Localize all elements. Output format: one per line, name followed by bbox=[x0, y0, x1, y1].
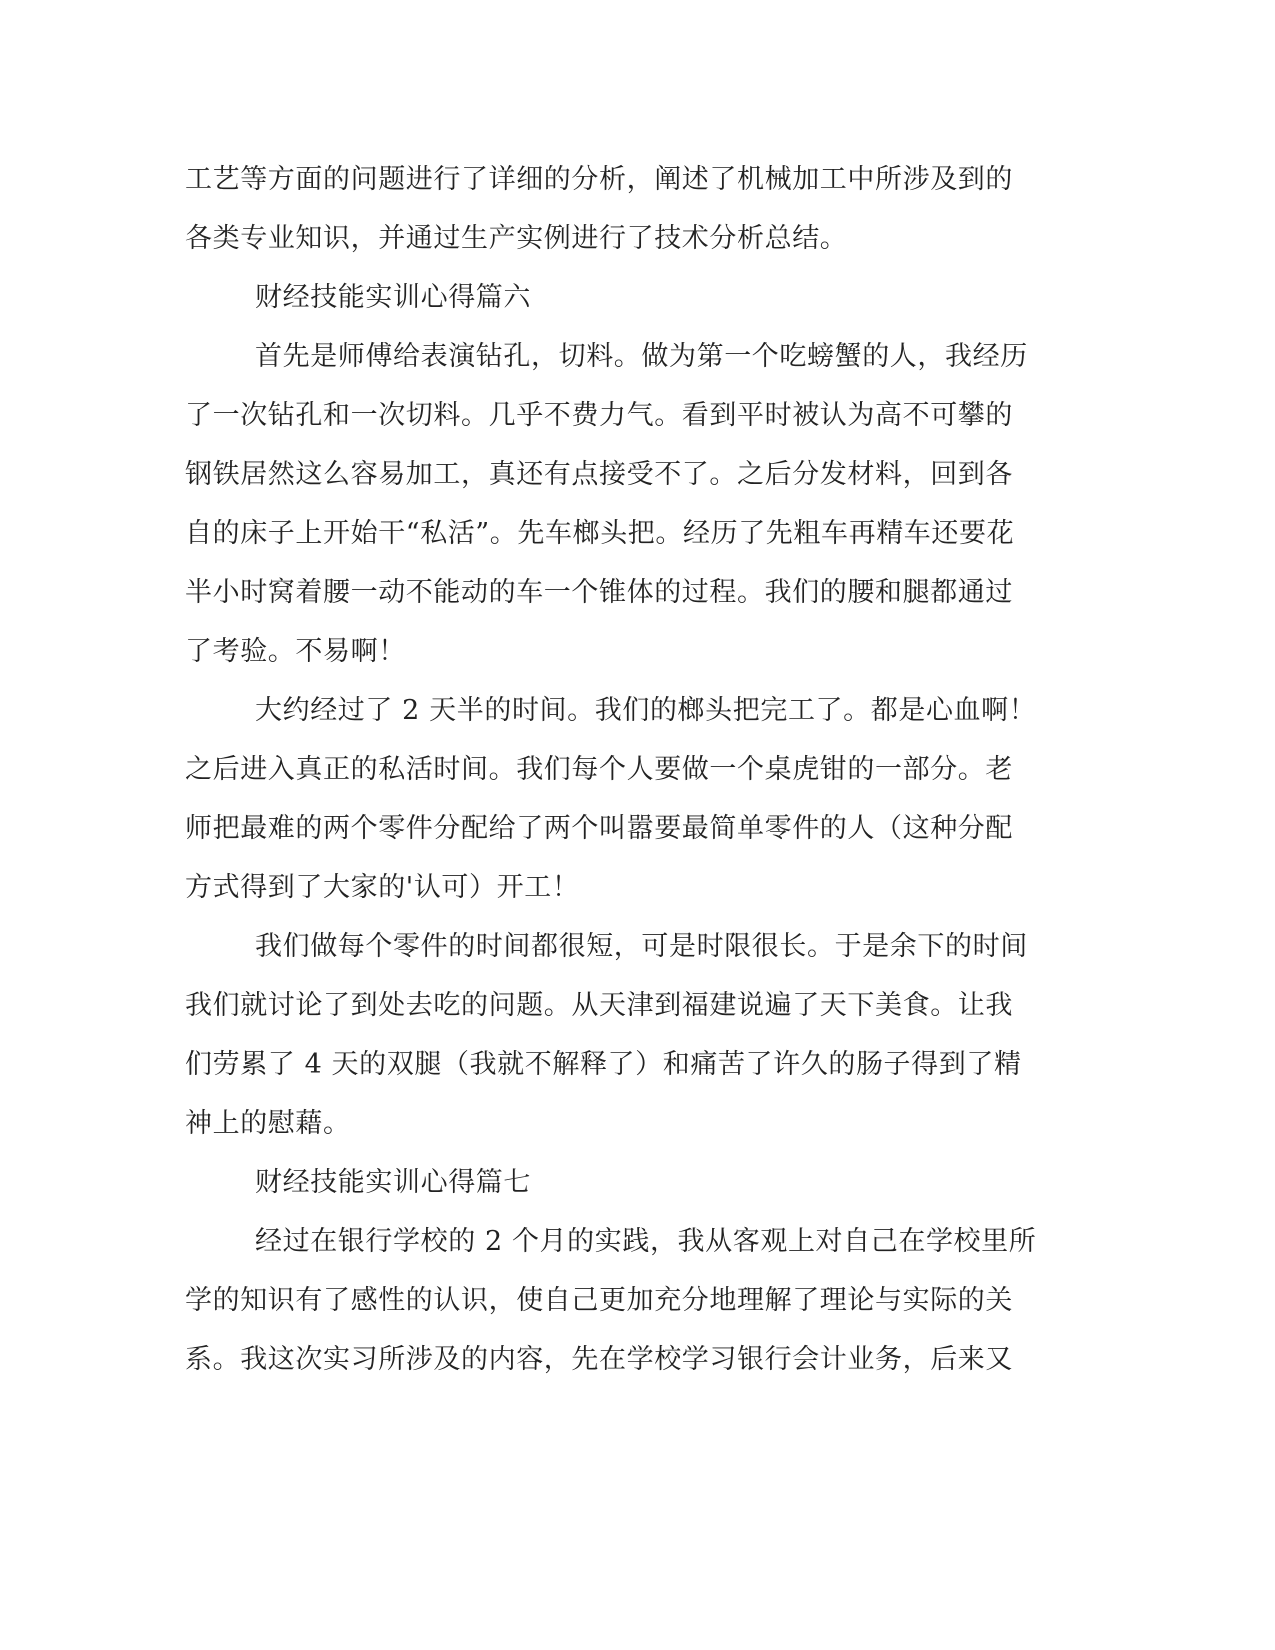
text-line: 各类专业知识，并通过生产实例进行了技术分析总结。 bbox=[185, 223, 848, 254]
text-line: 自的床子上开始干“私活”。先车榔头把。经历了先粗车再精车还要花 bbox=[185, 518, 1015, 549]
text-line: 学的知识有了感性的认识，使自己更加充分地理解了理论与实际的关 bbox=[185, 1285, 1013, 1316]
text-line: 经过在银行学校的 2 个月的实践，我从客观上对自己在学校里所 bbox=[255, 1226, 1037, 1257]
document-body bbox=[185, 150, 1075, 1389]
text-line: 我们就讨论了到处去吃的问题。从天津到福建说遍了天下美食。让我 bbox=[185, 990, 1013, 1021]
text-line: 系。我这次实习所涉及的内容，先在学校学习银行会计业务，后来又 bbox=[185, 1344, 1013, 1375]
text-line: 工艺等方面的问题进行了详细的分析，阐述了机械加工中所涉及到的 bbox=[185, 164, 1013, 195]
text-line: 师把最难的两个零件分配给了两个叫嚣要最简单零件的人（这种分配 bbox=[185, 813, 1013, 844]
text-line: 神上的慰藉。 bbox=[185, 1108, 351, 1139]
text-line: 之后进入真正的私活时间。我们每个人要做一个桌虎钳的一部分。老 bbox=[185, 754, 1013, 785]
text-line: 半小时窝着腰一动不能动的车一个锥体的过程。我们的腰和腿都通过 bbox=[185, 577, 1013, 608]
text-line: 首先是师傅给表演钻孔，切料。做为第一个吃螃蟹的人，我经历 bbox=[255, 341, 1028, 372]
text-line: 了一次钻孔和一次切料。几乎不费力气。看到平时被认为高不可攀的 bbox=[185, 400, 1013, 431]
section-heading: 财经技能实训心得篇七 bbox=[255, 1167, 531, 1198]
text-line: 方式得到了大家的'认可）开工！ bbox=[185, 872, 580, 903]
text-line: 我们做每个零件的时间都很短，可是时限很长。于是余下的时间 bbox=[255, 931, 1028, 962]
text-line: 钢铁居然这么容易加工，真还有点接受不了。之后分发材料，回到各 bbox=[185, 459, 1013, 490]
text-line: 了考验。不易啊！ bbox=[185, 636, 406, 667]
section-heading: 财经技能实训心得篇六 bbox=[255, 282, 531, 313]
text-line: 大约经过了 2 天半的时间。我们的榔头把完工了。都是心血啊！ bbox=[255, 695, 1037, 726]
text-line: 们劳累了 4 天的双腿（我就不解释了）和痛苦了许久的肠子得到了精 bbox=[185, 1049, 1022, 1080]
